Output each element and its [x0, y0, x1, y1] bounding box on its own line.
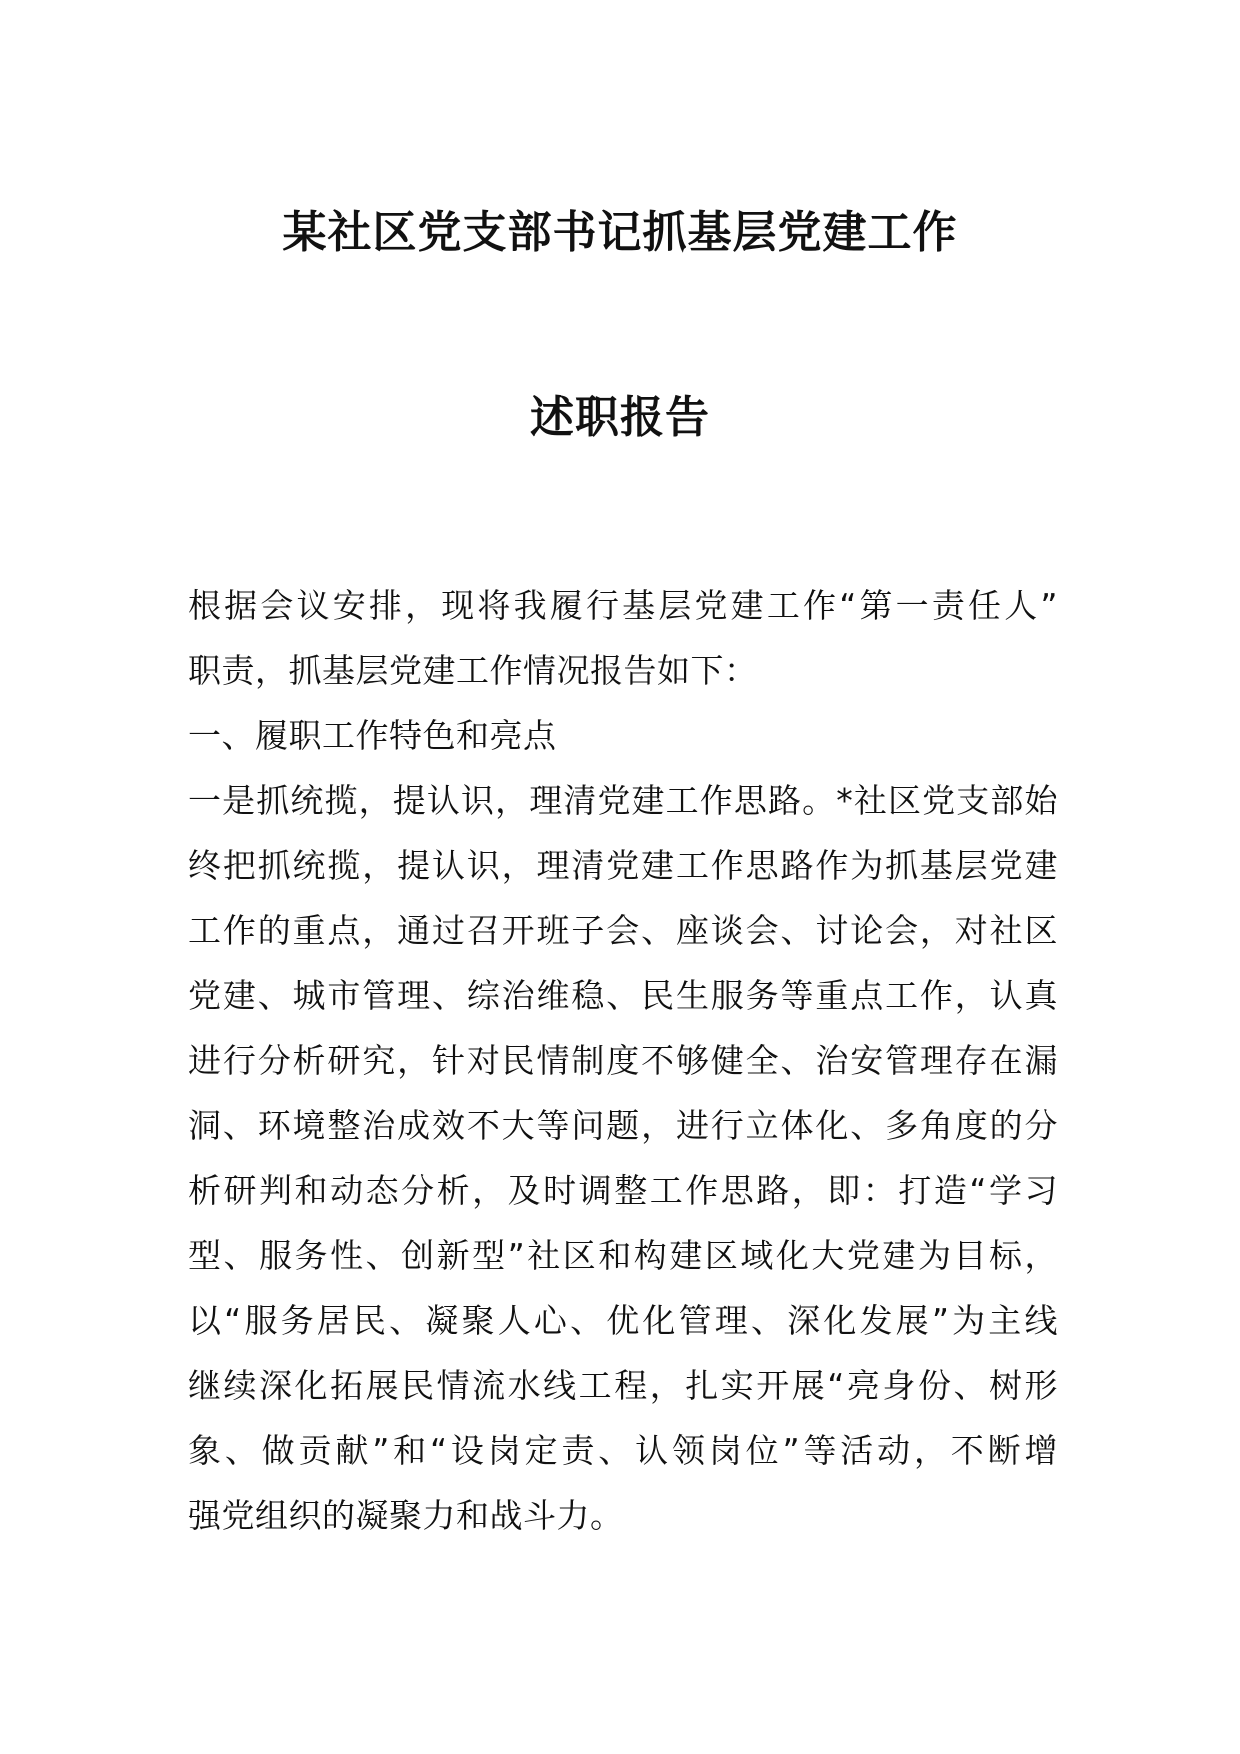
body-line: 终把抓统揽，提认识，理清党建工作思路作为抓基层党建	[188, 846, 1058, 885]
body-line: 以“服务居民、凝聚人心、优化管理、深化发展”为主线	[188, 1301, 1058, 1340]
body-line: 一是抓统揽，提认识，理清党建工作思路。*社区党支部始	[188, 781, 1058, 820]
body-line: 工作的重点，通过召开班子会、座谈会、讨论会，对社区	[188, 911, 1058, 950]
body-line: 析研判和动态分析，及时调整工作思路，即：打造“学习	[188, 1171, 1058, 1210]
body-line: 强党组织的凝聚力和战斗力。	[188, 1496, 624, 1535]
body-line: 根据会议安排，现将我履行基层党建工作“第一责任人”	[188, 586, 1058, 625]
body-line: 党建、城市管理、综治维稳、民生服务等重点工作，认真	[188, 976, 1058, 1015]
body-line: 职责，抓基层党建工作情况报告如下：	[188, 651, 758, 690]
document-body	[188, 573, 1058, 1548]
section-heading: 一、履职工作特色和亮点	[188, 716, 557, 755]
document-title-line-1: 某社区党支部书记抓基层党建工作	[282, 207, 958, 258]
body-line: 型、服务性、创新型”社区和构建区域化大党建为目标，	[188, 1236, 1058, 1275]
body-line: 进行分析研究，针对民情制度不够健全、治安管理存在漏	[188, 1041, 1058, 1080]
body-line: 象、做贡献”和“设岗定责、认领岗位”等活动，不断增	[188, 1431, 1058, 1470]
document-title-line-2: 述职报告	[530, 392, 710, 443]
body-line: 洞、环境整治成效不大等问题，进行立体化、多角度的分	[188, 1106, 1058, 1145]
body-line: 继续深化拓展民情流水线工程，扎实开展“亮身份、树形	[188, 1366, 1058, 1405]
